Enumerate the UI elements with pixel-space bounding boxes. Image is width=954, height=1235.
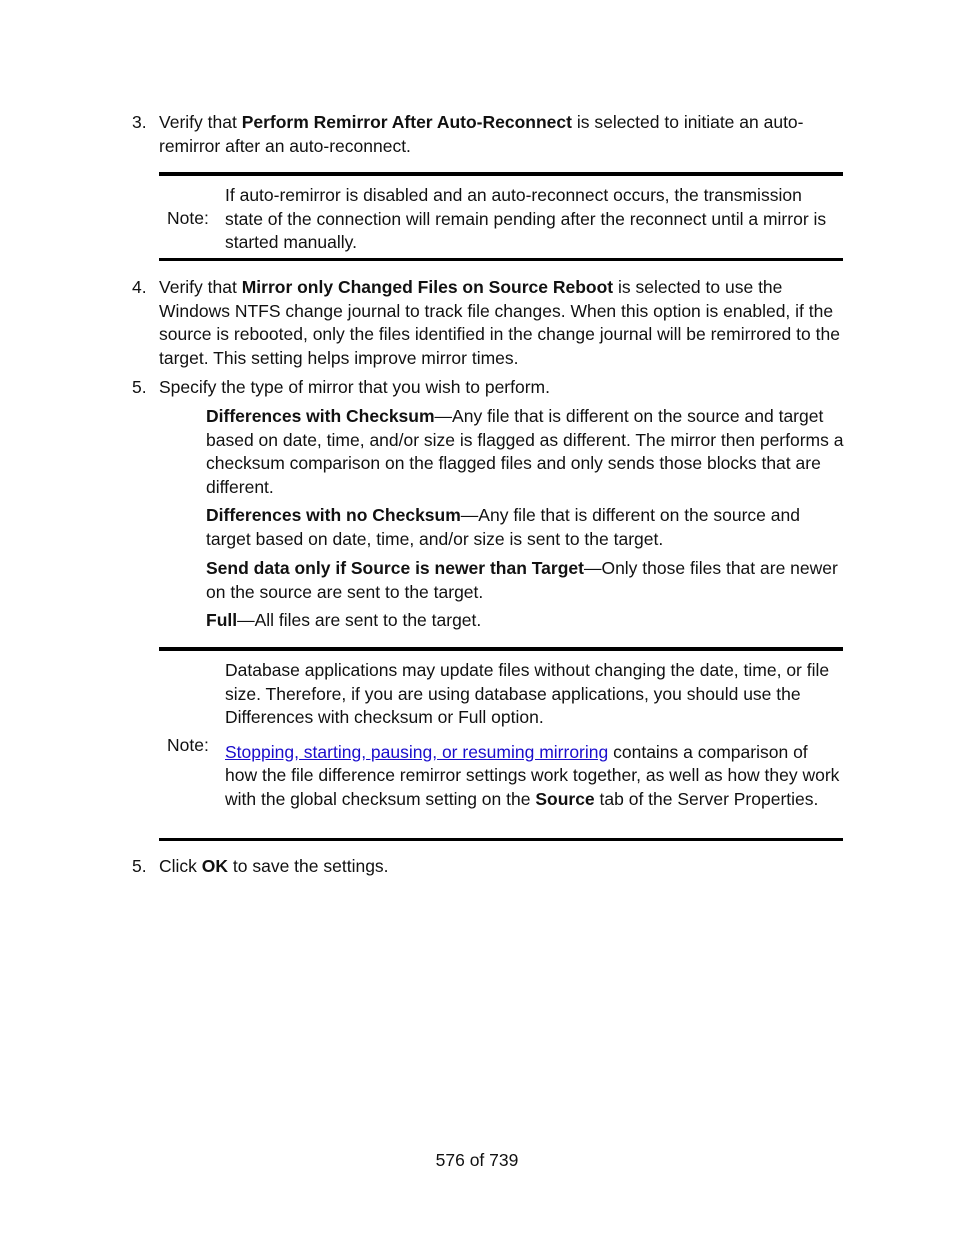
option-name: Differences with Checksum <box>206 406 435 426</box>
mirroring-help-link[interactable]: Stopping, starting, pausing, or resuming mirroring <box>225 741 609 762</box>
button-name: OK <box>201 856 229 876</box>
mirror-option-newer-only <box>206 557 846 604</box>
step-number: 3. <box>132 112 147 132</box>
mirror-option-differences-checksum <box>206 405 846 499</box>
option-name: Differences with no Checksum <box>206 505 461 525</box>
step-text <box>159 855 842 879</box>
note-text-mid: contains a comparison of how the file difference remirror settings work together, as well as how they work with the global checksum setting on the <box>225 741 840 809</box>
mirror-option-differences-no-checksum <box>206 504 846 551</box>
note-text <box>225 651 843 811</box>
step-number: 5. <box>132 856 147 876</box>
step-text-lead: Click <box>159 856 202 876</box>
note-box-2 <box>159 647 843 841</box>
option-name: Mirror only Changed Files on Source Reboot <box>241 277 614 297</box>
step-text-rest: to save the settings. <box>228 856 389 876</box>
step-number: 4. <box>132 277 147 297</box>
mirror-option-full <box>206 609 846 633</box>
note-text: If auto-remirror is disabled and an auto-reconnect occurs, the transmission state of the connection will remain pending after the reconnect until a mirror is started manually. <box>225 185 827 252</box>
step-text <box>159 111 842 158</box>
step-text <box>159 276 842 370</box>
step-text-rest: is selected to initiate an auto-remirror after an auto-reconnect. <box>159 112 804 156</box>
note-paragraph: Database applications may update files without changing the date, time, or file size. Therefore, if you are using database applications, you should use the Differences with checksum or Full option. <box>225 660 830 727</box>
tab-name: Source <box>535 788 595 809</box>
step-number: 5. <box>132 377 147 397</box>
step-text-lead: Verify that <box>159 277 242 297</box>
option-name: Send data only if Source is newer than Target <box>206 558 584 578</box>
step-3 <box>132 111 842 158</box>
option-name: Perform Remirror After Auto-Reconnect <box>241 112 572 132</box>
note-label: Note: <box>167 208 209 228</box>
note-label: Note: <box>167 735 209 755</box>
note-box-1 <box>159 172 843 261</box>
option-name: Full <box>206 610 238 630</box>
step-4 <box>132 276 842 370</box>
step-click-ok <box>132 855 842 879</box>
option-description: —Any file that is different on the source and target based on date, time, and/or size is flagged as different. The mirror then performs a checksum comparison on the flagged files and only sends those blocks that are different. <box>206 406 844 497</box>
step-text: Specify the type of mirror that you wish to perform. <box>159 377 550 397</box>
option-description: —Only those files that are newer on the source are sent to the target. <box>206 558 838 602</box>
option-description: —Any file that is different on the source and target based on date, time, and/or size is sent to the target. <box>206 505 800 549</box>
option-description: —All files are sent to the target. <box>237 610 482 630</box>
step-5 <box>132 376 842 400</box>
step-text-lead: Verify that <box>159 112 242 132</box>
step-text-rest: is selected to use the Windows NTFS change journal to track file changes. When this option is enabled, if the source is rebooted, only the files identified in the change journal will be remirrored to the target. This setting helps improve mirror times. <box>159 277 840 368</box>
note-paragraph <box>225 741 843 812</box>
note-text-end: tab of the Server Properties. <box>594 788 819 809</box>
page-number: 576 of 739 <box>435 1150 519 1170</box>
